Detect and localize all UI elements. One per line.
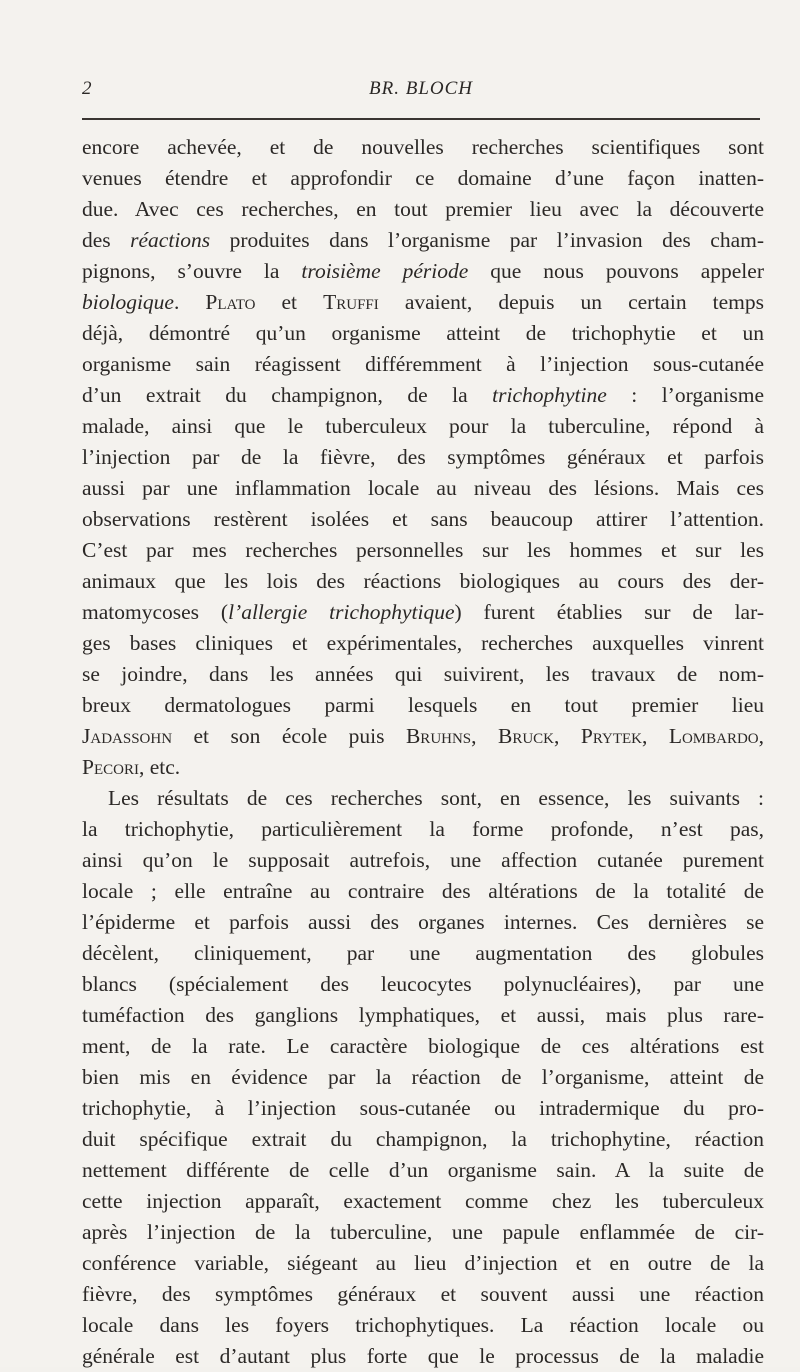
body-text xyxy=(82,132,764,1372)
text-line: organisme sain réagissent différemment à l’injection sous-cutanée xyxy=(82,352,764,376)
text-line: ment, de la rate. Le caractère biologique de ces altérations est xyxy=(82,1034,764,1058)
text-line: pignons, s’ouvre la troisième période que nous pouvons appeler xyxy=(82,259,764,283)
text-line: Pecori, etc. xyxy=(82,755,181,779)
text-line: biologique. Plato et Truffi avaient, depuis un certain temps xyxy=(82,290,764,314)
text-line: blancs (spécialement des leucocytes polynucléaires), par une xyxy=(82,972,764,996)
text-line: bien mis en évidence par la réaction de l’organisme, atteint de xyxy=(82,1065,764,1089)
running-head xyxy=(82,78,760,108)
text-line: malade, ainsi que le tuberculeux pour la tuberculine, répond à xyxy=(82,414,764,438)
text-line: locale ; elle entraîne au contraire des altérations de la totalité de xyxy=(82,879,764,903)
page-number: 2 xyxy=(82,78,92,99)
text-line: l’injection par de la fièvre, des symptômes généraux et parfois xyxy=(82,445,764,469)
text-line: due. Avec ces recherches, en tout premier lieu avec la découverte xyxy=(82,197,764,221)
running-title: BR. BLOCH xyxy=(369,78,473,99)
text-line: fièvre, des symptômes généraux et souvent aussi une réaction xyxy=(82,1282,764,1306)
text-line: ainsi qu’on le supposait autrefois, une affection cutanée purement xyxy=(82,848,764,872)
text-line: se joindre, dans les années qui suivirent, les travaux de nom- xyxy=(82,662,764,686)
text-line: la trichophytie, particulièrement la forme profonde, n’est pas, xyxy=(82,817,764,841)
text-line: ges bases cliniques et expérimentales, recherches auxquelles vinrent xyxy=(82,631,764,655)
text-line: après l’injection de la tuberculine, une papule enflammée de cir- xyxy=(82,1220,764,1244)
text-line: encore achevée, et de nouvelles recherches scientifiques sont xyxy=(82,135,764,159)
paragraph-start-line: Les résultats de ces recherches sont, en essence, les suivants : xyxy=(108,786,764,810)
text-line: C’est par mes recherches personnelles sur les hommes et sur les xyxy=(82,538,764,562)
text-line: d’un extrait du champignon, de la trichophytine : l’organisme xyxy=(82,383,765,407)
text-line: décèlent, cliniquement, par une augmentation des globules xyxy=(82,941,764,965)
text-line: duit spécifique extrait du champignon, la trichophytine, réaction xyxy=(82,1127,764,1151)
text-line: l’épiderme et parfois aussi des organes internes. Ces dernières se xyxy=(82,910,764,934)
text-line: cette injection apparaît, exactement comme chez les tuberculeux xyxy=(82,1189,764,1213)
header-rule xyxy=(82,118,760,120)
text-line: déjà, démontré qu’un organisme atteint de trichophytie et un xyxy=(82,321,764,345)
text-line: breux dermatologues parmi lesquels en tout premier lieu xyxy=(82,693,764,717)
text-line: tuméfaction des ganglions lymphatiques, et aussi, mais plus rare- xyxy=(82,1003,764,1027)
text-line: conférence variable, siégeant au lieu d’injection et en outre de la xyxy=(82,1251,764,1275)
text-line: des réactions produites dans l’organisme par l’invasion des cham- xyxy=(82,228,764,252)
text-line: venues étendre et approfondir ce domaine d’une façon inatten- xyxy=(82,166,764,190)
text-line: aussi par une inflammation locale au niveau des lésions. Mais ces xyxy=(82,476,764,500)
text-line: observations restèrent isolées et sans beaucoup attirer l’attention. xyxy=(82,507,764,531)
text-line: locale dans les foyers trichophytiques. La réaction locale ou xyxy=(82,1313,764,1337)
text-line: générale est d’autant plus forte que le processus de la maladie xyxy=(82,1344,764,1368)
text-line: nettement différente de celle d’un organisme sain. A la suite de xyxy=(82,1158,764,1182)
text-line: animaux que les lois des réactions biologiques au cours des der- xyxy=(82,569,764,593)
text-line: matomycoses (l’allergie trichophytique) furent établies sur de lar- xyxy=(82,600,764,624)
text-line: Jadassohn et son école puis Bruhns, Bruck, Prytek, Lombardo, xyxy=(82,724,765,748)
text-line: trichophytie, à l’injection sous-cutanée ou intradermique du pro- xyxy=(82,1096,764,1120)
